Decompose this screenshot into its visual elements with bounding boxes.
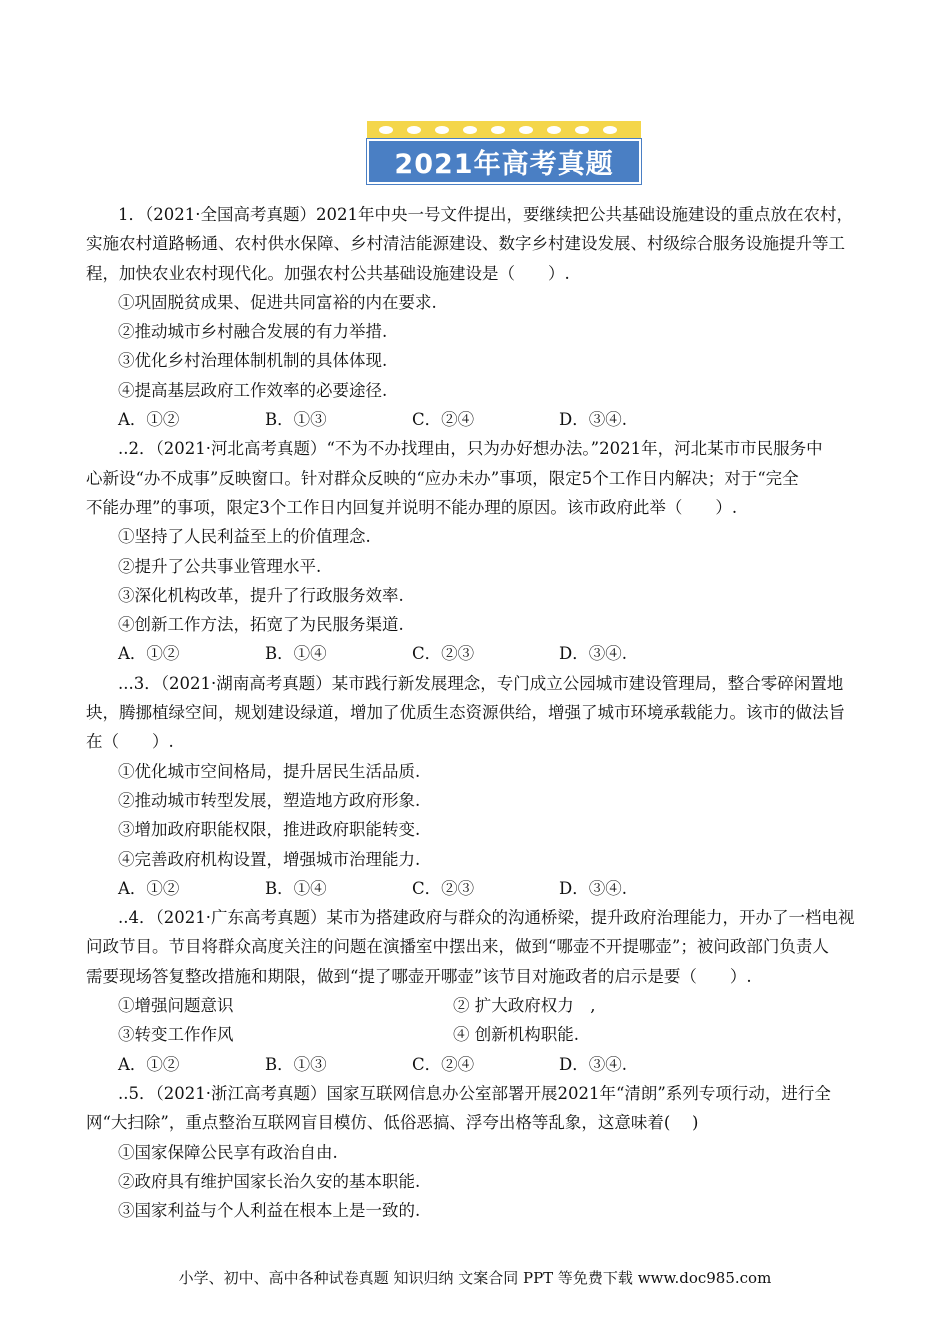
- option-c: C．②④: [412, 410, 475, 430]
- question-stem-line: ..5．（2021·浙江高考真题）国家互联网信息办公室部署开展2021年“清朗”系列专项行动，进行全: [118, 1083, 831, 1103]
- statement-item: ①巩固脱贫成果、促进共同富裕的内在要求.: [118, 292, 437, 312]
- banner-title-box: [367, 139, 641, 184]
- statement-item: ③优化乡村治理体制机制的具体体现.: [118, 351, 388, 371]
- answer-options: [86, 1050, 866, 1079]
- statement-item: ④提高基层政府工作效率的必要途径.: [118, 380, 388, 400]
- question-stem-line: 块，腾挪植绿空间，规划建设绿道，增加了优质生态资源供给，增强了城市环境承载能力。该市的做法旨: [86, 703, 845, 723]
- statement-pair-row: [86, 1020, 866, 1049]
- question-2: [86, 434, 866, 668]
- banner-dot: [379, 126, 393, 134]
- statement-item: ②推动城市转型发展，塑造地方政府形象.: [118, 790, 421, 810]
- question-stem-line: 网“大扫除”，重点整治互联网盲目模仿、低俗恶搞、浮夸出格等乱象，这意味着( ): [86, 1113, 699, 1133]
- statement-item: ② 扩大政府权力 ,: [453, 996, 596, 1016]
- question-stem-line: 程，加快农业农村现代化。加强农村公共基础设施建设是（ ）.: [86, 263, 570, 283]
- option-b: B．①④: [265, 644, 327, 664]
- option-a: A．①②: [118, 1054, 180, 1074]
- option-a: A．①②: [118, 410, 180, 430]
- statement-item: ①优化城市空间格局，提升居民生活品质.: [118, 761, 421, 781]
- statement-item: ③国家利益与个人利益在根本上是一致的.: [118, 1201, 421, 1221]
- question-stem-line: 1．（2021·全国高考真题）2021年中央一号文件提出，要继续把公共基础设施建设的重点放在农村，: [118, 205, 853, 224]
- banner-dot: [407, 126, 421, 134]
- statement-item: ③增加政府职能权限，推进政府职能转变.: [118, 820, 421, 840]
- question-stem-line: 需要现场答复整改措施和期限，做到“提了哪壶开哪壶”该节目对施政者的启示是要（ ）.: [86, 966, 752, 986]
- banner-dot-strip: [367, 121, 641, 139]
- banner-dot: [435, 126, 449, 134]
- banner-dot: [491, 126, 505, 134]
- statement-item: ④ 创新机构职能.: [453, 1025, 579, 1045]
- banner-dot: [519, 126, 533, 134]
- question-stem-line: 实施农村道路畅通、农村供水保障、乡村清洁能源建设、数字乡村建设发展、村级综合服务设施提升等工: [86, 234, 845, 254]
- answer-options: [86, 639, 866, 668]
- page-footer: 小学、初中、高中各种试卷真题 知识归纳 文案合同 PPT 等免费下载 www.doc985.com: [178, 1269, 772, 1287]
- statement-item: ②政府具有维护国家长治久安的基本职能.: [118, 1171, 421, 1191]
- option-a: A．①②: [118, 878, 180, 898]
- banner-dot: [547, 126, 561, 134]
- option-b: B．①③: [265, 1054, 327, 1074]
- banner-dot: [575, 126, 589, 134]
- option-b: B．①④: [265, 878, 327, 898]
- question-stem-line: 心新设“办不成事”反映窗口。针对群众反映的“应办未办”事项，限定5个工作日内解决；对于“完全: [86, 468, 799, 488]
- option-d: D．③④.: [559, 410, 627, 430]
- question-5: [86, 1079, 866, 1225]
- question-stem-line: ...3．（2021·湖南高考真题）某市践行新发展理念，专门成立公园城市建设管理局，整合零碎闲置地: [118, 673, 844, 693]
- option-b: B．①③: [265, 410, 327, 430]
- statement-item: ②提升了公共事业管理水平.: [118, 556, 322, 576]
- question-1: [86, 200, 866, 434]
- question-3: [86, 669, 866, 903]
- question-stem-line: 在（ ）.: [86, 732, 174, 752]
- title-banner: [367, 121, 641, 184]
- answer-options: [86, 405, 866, 434]
- option-c: C．②③: [412, 878, 475, 898]
- option-d: D．③④.: [559, 644, 627, 664]
- banner-dot: [463, 126, 477, 134]
- option-a: A．①②: [118, 644, 180, 664]
- statement-item: ②推动城市乡村融合发展的有力举措.: [118, 322, 388, 342]
- option-d: D．③④.: [559, 878, 627, 898]
- statement-item: ④完善政府机构设置，增强城市治理能力.: [118, 849, 421, 869]
- statement-item: ①国家保障公民享有政治自由.: [118, 1142, 338, 1162]
- question-list: [86, 200, 866, 1225]
- question-stem-line: ..2．（2021·河北高考真题）“不为不办找理由，只为办好想办法。”2021年，河北某市市民服务中: [118, 439, 823, 459]
- statement-item: ③深化机构改革，提升了行政服务效率.: [118, 585, 404, 605]
- question-stem-line: 不能办理”的事项，限定3个工作日内回复并说明不能办理的原因。该市政府此举（ ）.: [86, 497, 738, 517]
- page-title: 2021年高考真题: [394, 149, 614, 180]
- option-c: C．②④: [412, 1054, 475, 1074]
- question-stem-line: 问政节目。节目将群众高度关注的问题在演播室中摆出来，做到“哪壶不开提哪壶”；被问政部门负责人: [86, 937, 829, 957]
- statement-item: ①增强问题意识: [118, 996, 234, 1016]
- answer-options: [86, 874, 866, 903]
- option-c: C．②③: [412, 644, 475, 664]
- statement-pair-row: [86, 991, 866, 1020]
- banner-dot: [603, 126, 617, 134]
- option-d: D．③④.: [559, 1054, 627, 1074]
- statement-item: ①坚持了人民利益至上的价值理念.: [118, 527, 371, 547]
- question-4: [86, 903, 866, 1079]
- statement-item: ③转变工作作风: [118, 1025, 234, 1045]
- question-stem-line: ..4．（2021·广东高考真题）某市为搭建政府与群众的沟通桥梁，提升政府治理能力，开办了一档电视: [118, 908, 855, 928]
- statement-item: ④创新工作方法，拓宽了为民服务渠道.: [118, 615, 404, 635]
